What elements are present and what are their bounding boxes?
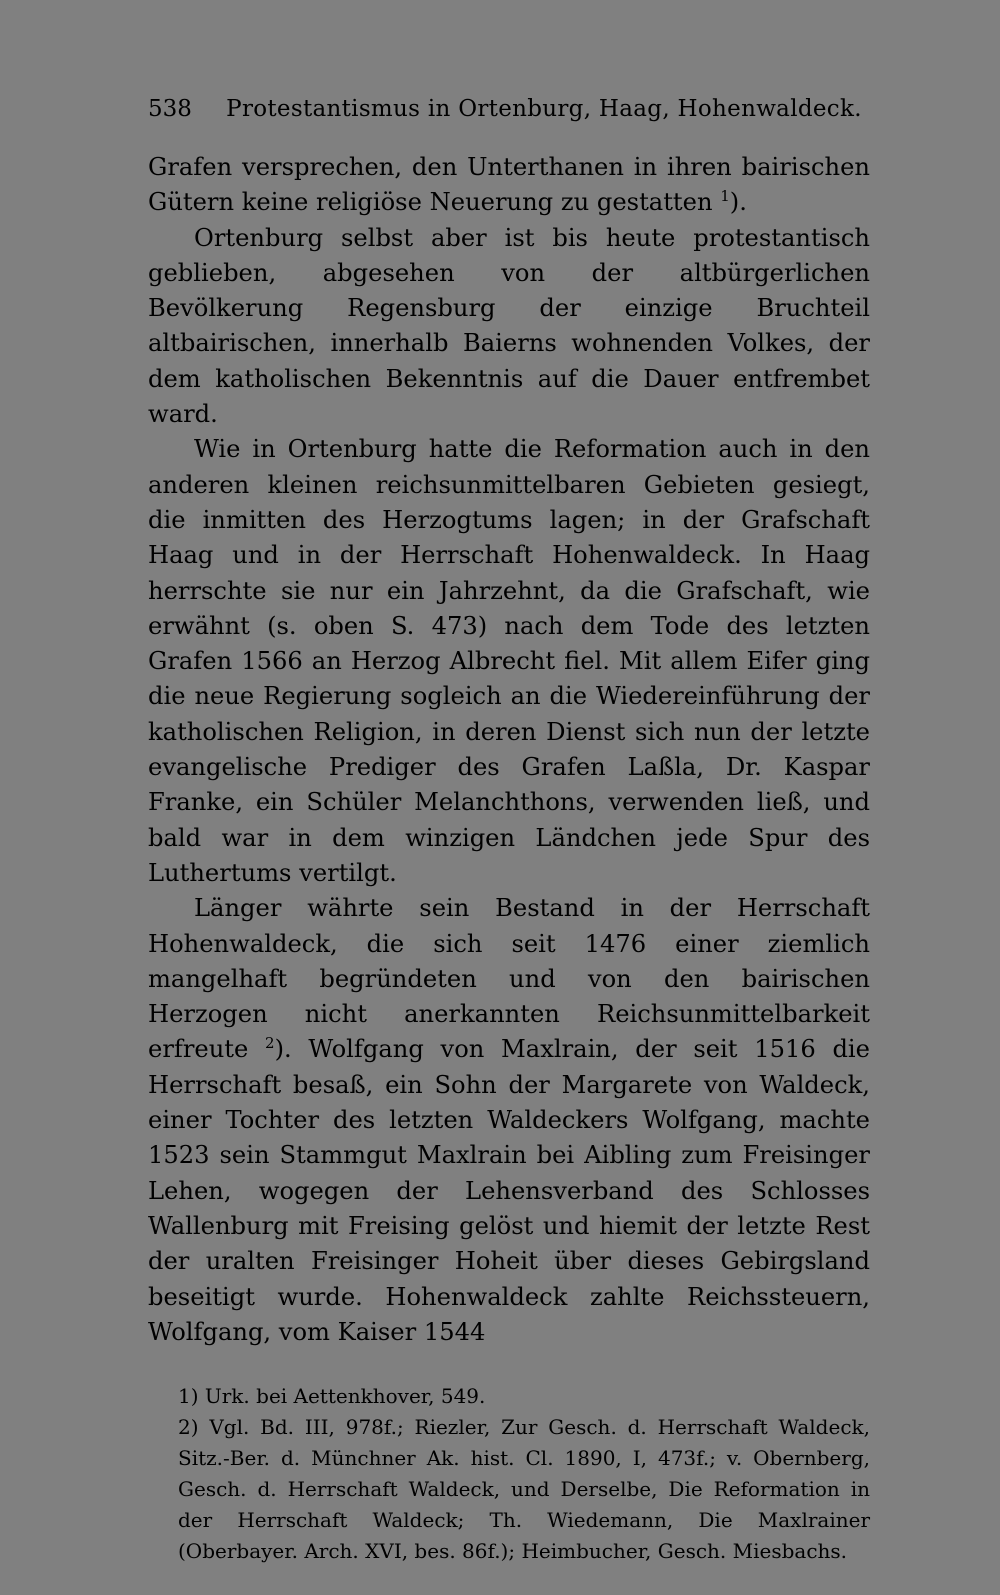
- paragraph-4-text: Länger währte sein Bestand in der Herrschaft Hohenwaldeck, die sich seit 1476 einer ziemlich mangelhaft begründeten und von den bairischen Herzogen nicht anerkannten Reichsunmittelbarkeit erfreute: [148, 894, 870, 1064]
- footnote-2: 2) Vgl. Bd. III, 978f.; Riezler, Zur Gesch. d. Herrschaft Waldeck, Sitz.-Ber. d. Münchner Ak. hist. Cl. 1890, I, 473f.; v. Obernberg, Gesch. d. Herrschaft Waldeck, und Derselbe, Die Reformation in der Herrschaft Waldeck; Th. Wiedemann, Die Maxlrainer (Oberbayer. Arch. XVI, bes. 86f.); Heimbucher, Gesch. Miesbachs.: [178, 1415, 870, 1564]
- footnote-ref-1: 1: [720, 187, 730, 206]
- running-header: [148, 96, 870, 132]
- footnote-ref-2: 2: [265, 1034, 275, 1053]
- running-title: Protestantismus in Ortenburg, Haag, Hohenwaldeck.: [226, 96, 862, 122]
- paragraph-4: [148, 891, 870, 1350]
- paragraph-4-continuation: ). Wolfgang von Maxlrain, der seit 1516 die Herrschaft besaß, ein Sohn der Margarete von Waldeck, einer Tochter des letzten Waldeckers Wolfgang, machte 1523 sein Stammgut Maxlrain bei Aibling zum Freisinger Lehen, wogegen der Lehensverband des Schlosses Wallenburg mit Freising gelöst und hiemit der letzte Rest der uralten Freisinger Hoheit über dieses Gebirgsland beseitigt wurde. Hohenwaldeck zahlte Reichssteuern, Wolfgang, vom Kaiser 1544: [148, 1035, 870, 1346]
- book-page: [148, 96, 870, 1567]
- paragraph-1-tail: ).: [729, 188, 747, 217]
- footnotes: [148, 1381, 870, 1567]
- paragraph-1: [148, 150, 870, 221]
- paragraph-3: Wie in Ortenburg hatte die Reformation auch in den anderen kleinen reichsunmittelbaren Gebieten gesiegt, die inmitten des Herzogtums lagen; in der Grafschaft Haag und in der Herrschaft Hohenwaldeck. In Haag herrschte sie nur ein Jahrzehnt, da die Grafschaft, wie erwähnt (s. oben S. 473) nach dem Tode des letzten Grafen 1566 an Herzog Albrecht fiel. Mit allem Eifer ging die neue Regierung sogleich an die Wiedereinführung der katholischen Religion, in deren Dienst sich nun der letzte evangelische Prediger des Grafen Laßla, Dr. Kaspar Franke, ein Schüler Melanchthons, verwenden ließ, und bald war in dem winzigen Ländchen jede Spur des Luthertums vertilgt.: [148, 435, 870, 887]
- page-number: 538: [148, 96, 192, 122]
- footnote-1: 1) Urk. bei Aettenkhover, 549.: [178, 1384, 486, 1409]
- paragraph-1-text: Grafen versprechen, den Unterthanen in ihren bairischen Gütern keine religiöse Neuerung zu gestatten: [148, 153, 870, 217]
- paragraph-2: Ortenburg selbst aber ist bis heute protestantisch geblieben, abgesehen von der altbürgerlichen Bevölkerung Regensburg der einzige Bruchteil altbairischen, innerhalb Baierns wohnenden Volkes, der dem katholischen Bekenntnis auf die Dauer entfrembet ward.: [148, 223, 870, 429]
- main-text: [148, 150, 870, 1350]
